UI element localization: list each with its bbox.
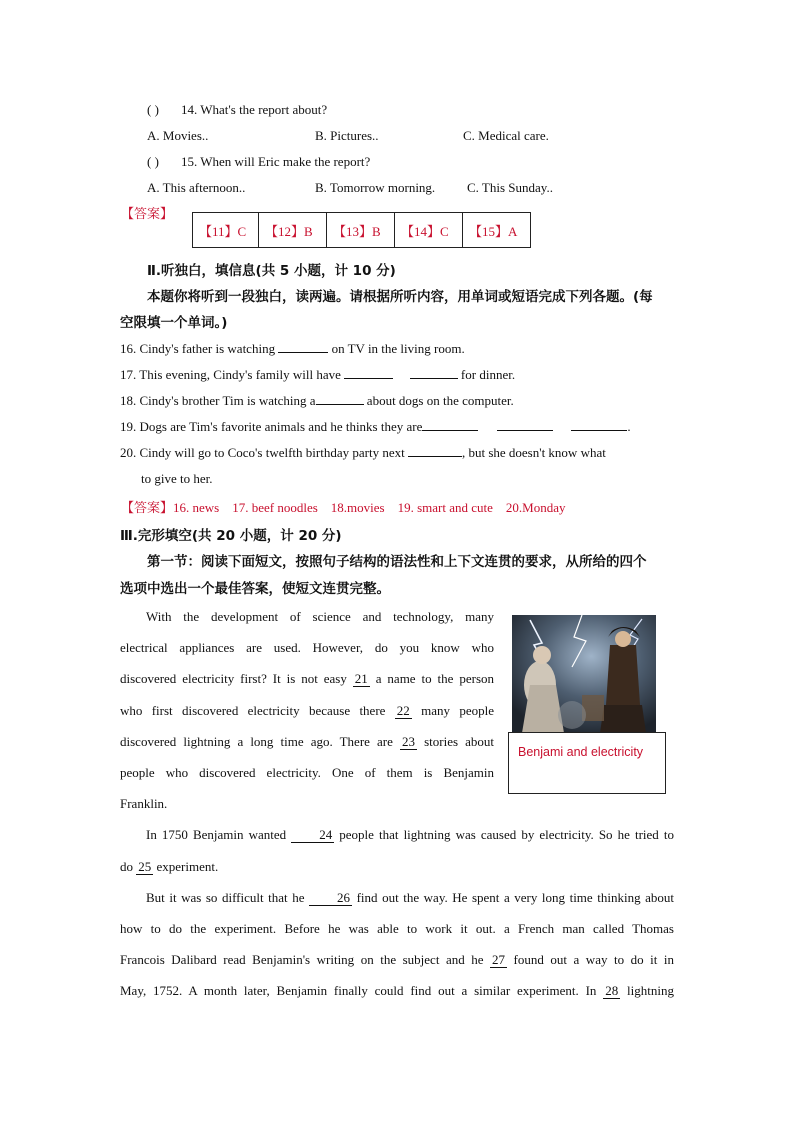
section2-answer-values: 16. news 17. beef noodles 18.movies 19. smart and cute 20.Monday — [173, 500, 566, 515]
p1-line-4: who first discovered electricity because there 22 many people — [120, 703, 494, 718]
p1-line-2: electrical appliances are used. However, do you know who — [120, 640, 494, 655]
q17-blank-2[interactable] — [410, 366, 458, 379]
q14-option-c: C. Medical care. — [463, 128, 549, 143]
q16-blank[interactable] — [278, 340, 328, 353]
section2-instruction-line1: 本题你将听到一段独白，读两遍。请根据所听内容，用单词或短语完成下列各题。(每 — [147, 289, 653, 305]
section3-instruction-line1: 第一节：阅读下面短文，按照句子结构的语法性和上下文连贯的要求，从所给的四个 — [147, 554, 647, 570]
q19 — [120, 418, 631, 436]
q20-blank[interactable] — [408, 444, 462, 457]
p3-line-2: how to do the experiment. Before he was able to work it out. a French man called Thomas — [120, 921, 674, 936]
answer-cell-12: 【12】B — [259, 213, 327, 248]
p1-line-3: discovered electricity first? It is not easy 21 a name to the person — [120, 671, 494, 686]
q16-after: on TV in the living room. — [331, 341, 465, 356]
p1-line-7: Franklin. — [120, 796, 168, 811]
q18-before: 18. Cindy's brother Tim is watching a — [120, 393, 316, 408]
p1-line-5: discovered lightning a long time ago. There are 23 stories about — [120, 734, 494, 749]
p2-line-2: do 25 experiment. — [120, 859, 219, 874]
q15-text: 15. When will Eric make the report? — [181, 154, 371, 169]
section2-answer-label: 【答案】 — [121, 501, 174, 516]
q19-blank-1[interactable] — [422, 418, 478, 431]
illustration-caption-box — [508, 732, 666, 794]
q20-after: , but she doesn't know what — [461, 445, 606, 460]
q20-before: 20. Cindy will go to Coco's twelfth birthday party next — [120, 445, 405, 460]
section3-instruction-line2: 选项中选出一个最佳答案，使短文连贯完整。 — [120, 581, 390, 597]
q18-blank[interactable] — [316, 392, 364, 405]
q16-before: 16. Cindy's father is watching — [120, 341, 276, 356]
q15-option-b: B. Tomorrow morning. — [315, 180, 436, 195]
blank-22[interactable]: 22 — [396, 703, 410, 718]
q14-option-a: A. Movies.. — [147, 128, 209, 143]
q14-bracket: ( ) — [147, 102, 159, 117]
p1-line-1: With the development of science and technology, many — [146, 609, 494, 624]
section3-heading: Ⅲ.完形填空(共 20 小题，计 20 分) — [120, 528, 342, 544]
blank-21[interactable]: 21 — [354, 671, 368, 686]
q19-blank-2[interactable] — [497, 418, 553, 431]
q19-after: . — [627, 419, 631, 434]
answer-cell-15: 【15】A — [463, 213, 531, 248]
q19-blank-3[interactable] — [571, 418, 627, 431]
blank-24[interactable]: 24 — [291, 828, 334, 843]
answer-table-11-15 — [192, 212, 531, 248]
q18 — [120, 392, 514, 410]
section2-instruction-line2: 空限填一个单词。) — [120, 315, 228, 331]
q18-after: about dogs on the computer. — [366, 393, 514, 408]
answer-cell-11: 【11】C — [193, 213, 259, 248]
p3-line-1: But it was so difficult that he 26 find out the way. He spent a very long time thinking about — [146, 890, 675, 905]
q20-line2: to give to her. — [141, 471, 213, 486]
section2-heading: Ⅱ.听独白，填信息(共 5 小题，计 10 分) — [147, 263, 396, 279]
p2-line-1: In 1750 Benjamin wanted 24 people that lightning was caused by electricity. So he tried to — [146, 827, 674, 842]
p3-line-4: May, 1752. A month later, Benjamin finally could find out a similar experiment. In 28 lightning — [120, 983, 674, 998]
answer-cell-14: 【14】C — [395, 213, 463, 248]
illustration-caption: Benjami and electricity — [518, 745, 644, 759]
q17-blank-1[interactable] — [344, 366, 393, 379]
q19-before: 19. Dogs are Tim's favorite animals and he thinks they are — [120, 419, 423, 434]
blank-28[interactable]: 28 — [605, 983, 619, 998]
answer-label-11-15: 【答案】 — [121, 207, 174, 222]
q15-option-a: A. This afternoon.. — [147, 180, 246, 195]
q14-text: 14. What's the report about? — [181, 102, 328, 117]
blank-26[interactable]: 26 — [309, 891, 352, 906]
answer-cell-13: 【13】B — [327, 213, 395, 248]
blank-25[interactable]: 25 — [138, 859, 152, 874]
p3-line-3: Francois Dalibard read Benjamin's writing on the subject and he 27 found out a way to do it in — [120, 952, 674, 967]
p1-line-6: people who discovered electricity. One of them is Benjamin — [120, 765, 494, 780]
q15-option-c: C. This Sunday.. — [467, 180, 553, 195]
q17-before: 17. This evening, Cindy's family will have — [120, 367, 341, 382]
q15-bracket: ( ) — [147, 154, 159, 169]
q17 — [120, 366, 515, 384]
q14-option-b: B. Pictures.. — [315, 128, 379, 143]
blank-23[interactable]: 23 — [401, 734, 415, 749]
q20 — [120, 444, 606, 462]
blank-27[interactable]: 27 — [492, 952, 506, 967]
section2-answers — [121, 499, 565, 518]
benjamin-electricity-illustration — [512, 615, 656, 733]
q17-after: for dinner. — [460, 367, 516, 382]
q16 — [120, 340, 465, 358]
